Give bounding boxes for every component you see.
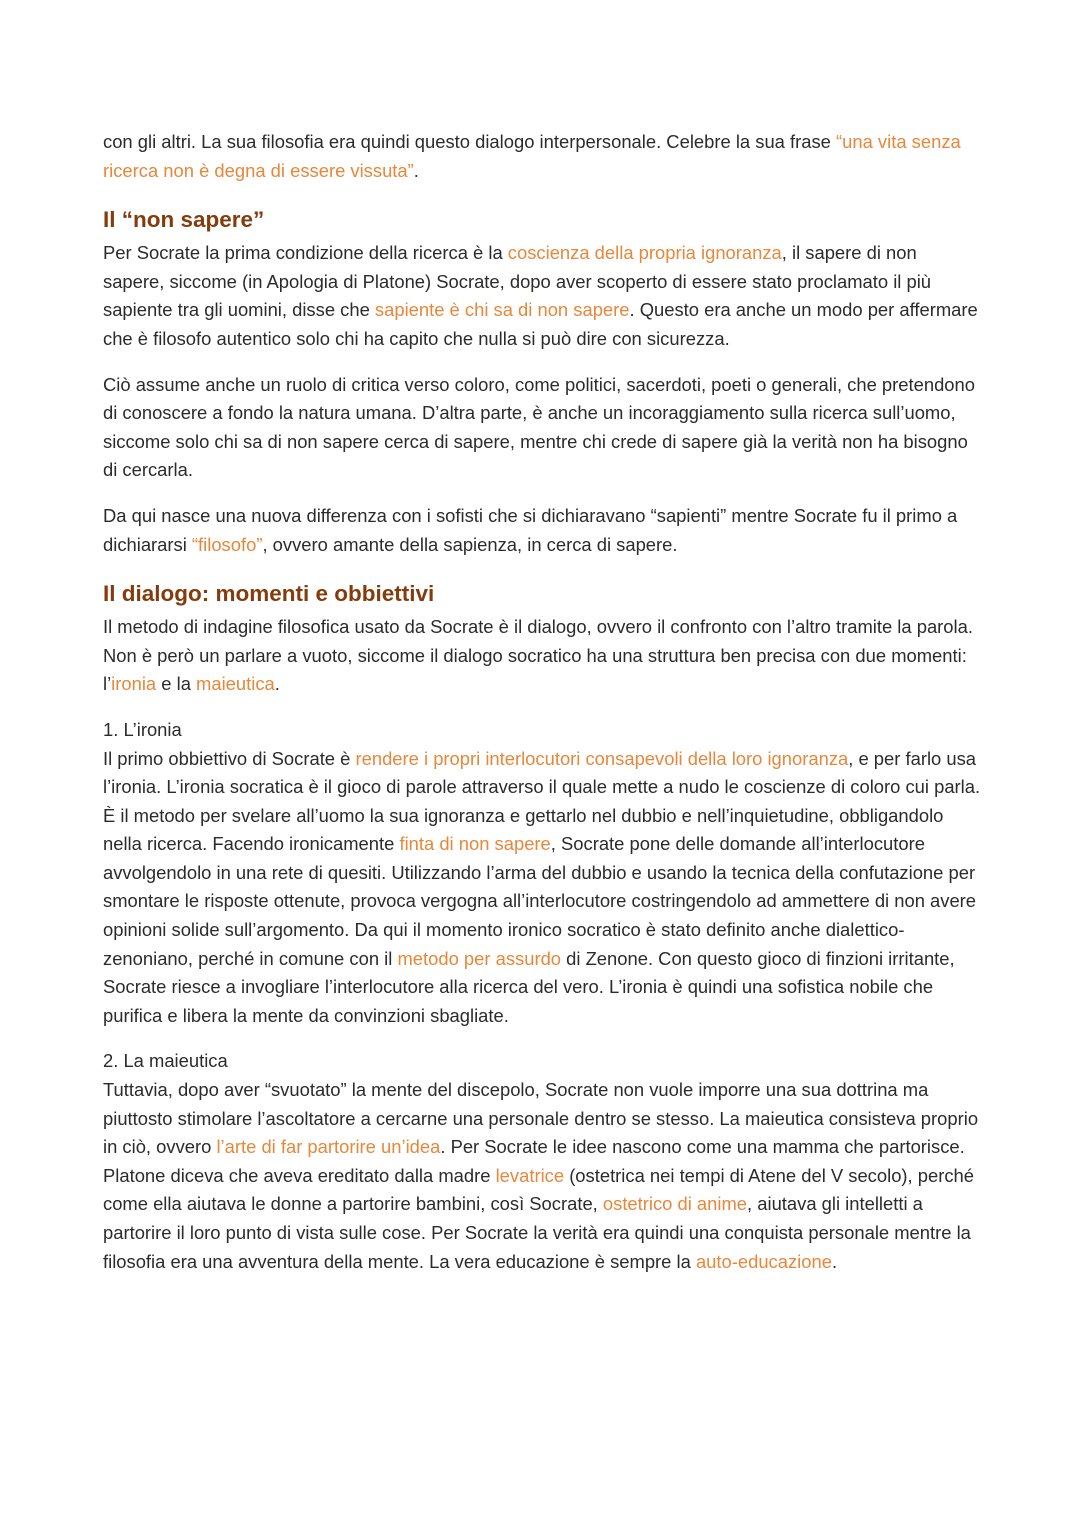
text-run: Il metodo di indagine filosofica usato da Socrate è il dialogo, ovvero il confronto con l’altro tramite la parola. Non è però un parlare a vuoto, siccome il dialogo socratico ha una struttura ben precisa con due momenti: l’ [103, 616, 973, 695]
heading-non-sapere: Il “non sapere” [103, 207, 265, 233]
paragraph-non-sapere-1 [103, 239, 983, 353]
highlight-term: “filosofo” [191, 533, 263, 555]
text-run: , aiutava gli intelletti a partorire il loro punto di vista sulle cose. Per Socrate la verità era quindi una conquista personale mentre la filosofia era una avventura della mente. La vera educazione è sempre la [103, 1193, 971, 1272]
highlight-term: finta di non sapere [399, 833, 551, 855]
text-run: Da qui nasce una nuova differenza con i sofisti che si dichiaravano “sapienti” mentre Socrate fu il primo a dichiararsi [103, 504, 958, 555]
text-run: . [274, 673, 280, 695]
text-run: , il sapere di non sapere, siccome (in Apologia di Platone) Socrate, dopo aver scoperto di essere stato proclamato il più sapiente tra gli uomini, disse che [103, 242, 932, 321]
text-run: e la [156, 673, 197, 695]
paragraph-dialogo-1 [103, 613, 983, 699]
text-run: , ovvero amante della sapienza, in cerca di sapere. [262, 533, 678, 555]
highlight-term: ostetrico di anime [602, 1193, 748, 1215]
text-run: (ostetrica nei tempi di Atene del V secolo), perché come ella aiutava le donne a partorire bambini, così Socrate, [103, 1164, 974, 1215]
highlight-term: metodo per assurdo [397, 947, 562, 969]
paragraph-ironia [103, 745, 983, 1031]
document-page [103, 128, 983, 1276]
highlight-term: auto-educazione [695, 1250, 832, 1272]
highlight-quote: “una vita senza ricerca non è degna di essere vissuta” [103, 131, 961, 181]
text-run: Tuttavia, dopo aver “svuotato” la mente del discepolo, Socrate non vuole imporre una sua dottrina ma piuttosto stimolare l’ascoltatore a cercarne una personale dentro se stesso. La maieutica consisteva proprio in ciò, ovvero [103, 1079, 979, 1158]
highlight-term: levatrice [495, 1164, 565, 1186]
text-run: , e per farlo usa l’ironia. L’ironia socratica è il gioco di parole attraverso il quale mette a nudo le coscienze di coloro cui parla. È il metodo per svelare all’uomo la sua ignoranza e gettarlo nel dubbio e nell’inquietudine, obbligandolo nella ricerca. Facendo ironicamente [103, 747, 981, 855]
text-run: Il primo obbiettivo di Socrate è [103, 747, 356, 769]
intro-paragraph [103, 128, 983, 185]
text-run: . [413, 159, 419, 181]
highlight-term: maieutica [196, 673, 275, 695]
text-run: di Zenone. Con questo gioco di finzioni irritante, Socrate riesce a invogliare l’interlocutore alla ricerca del vero. L’ironia è quindi una sofistica nobile che purifica e libera la mente da convinzioni sbagliate. [103, 947, 955, 1026]
highlight-term: rendere i propri interlocutori consapevoli della loro ignoranza [355, 747, 849, 769]
subheading-ironia: 1. L’ironia [103, 718, 182, 740]
highlight-term: sapiente è chi sa di non sapere [374, 299, 630, 321]
paragraph-non-sapere-3 [103, 502, 983, 559]
text-run: . Per Socrate le idee nascono come una mamma che partorisce. Platone diceva che aveva ereditato dalla madre [103, 1136, 965, 1186]
heading-dialogo: Il dialogo: momenti e obbiettivi [103, 581, 435, 607]
paragraph-non-sapere-2: Ciò assume anche un ruolo di critica verso coloro, come politici, sacerdoti, poeti o generali, che pretendono di conoscere a fondo la natura umana. D’altra parte, è anche un incoraggiamento sulla ricerca sull’uomo, siccome solo chi sa di non sapere cerca di sapere, mentre chi crede di sapere già la verità non ha bisogno di cercarla. [103, 373, 975, 481]
highlight-term: l’arte di far partorire un’idea [216, 1136, 441, 1158]
highlight-term: coscienza della propria ignoranza [507, 242, 782, 264]
paragraph-maieutica [103, 1076, 983, 1276]
text-run: Per Socrate la prima condizione della ricerca è la [103, 242, 508, 264]
text-run: con gli altri. La sua filosofia era quindi questo dialogo interpersonale. Celebre la sua frase [103, 131, 837, 152]
text-run: . Questo era anche un modo per affermare che è filosofo autentico solo chi ha capito che nulla si può dire con sicurezza. [103, 299, 978, 349]
highlight-term: ironia [111, 673, 157, 695]
text-run: , Socrate pone delle domande all’interlocutore avvolgendolo in una rete di quesiti. Utilizzando l’arma del dubbio e usando la tecnica della confutazione per smontare le risposte ottenute, provoca vergogna all’interlocutore costringendolo ad ammettere di non avere opinioni solide sull’argomento. Da qui il momento ironico socratico è stato definito anche dialettico-zenoniano, perché in comune con il [103, 833, 977, 969]
text-run: . [831, 1250, 838, 1272]
subheading-maieutica: 2. La maieutica [103, 1050, 228, 1072]
